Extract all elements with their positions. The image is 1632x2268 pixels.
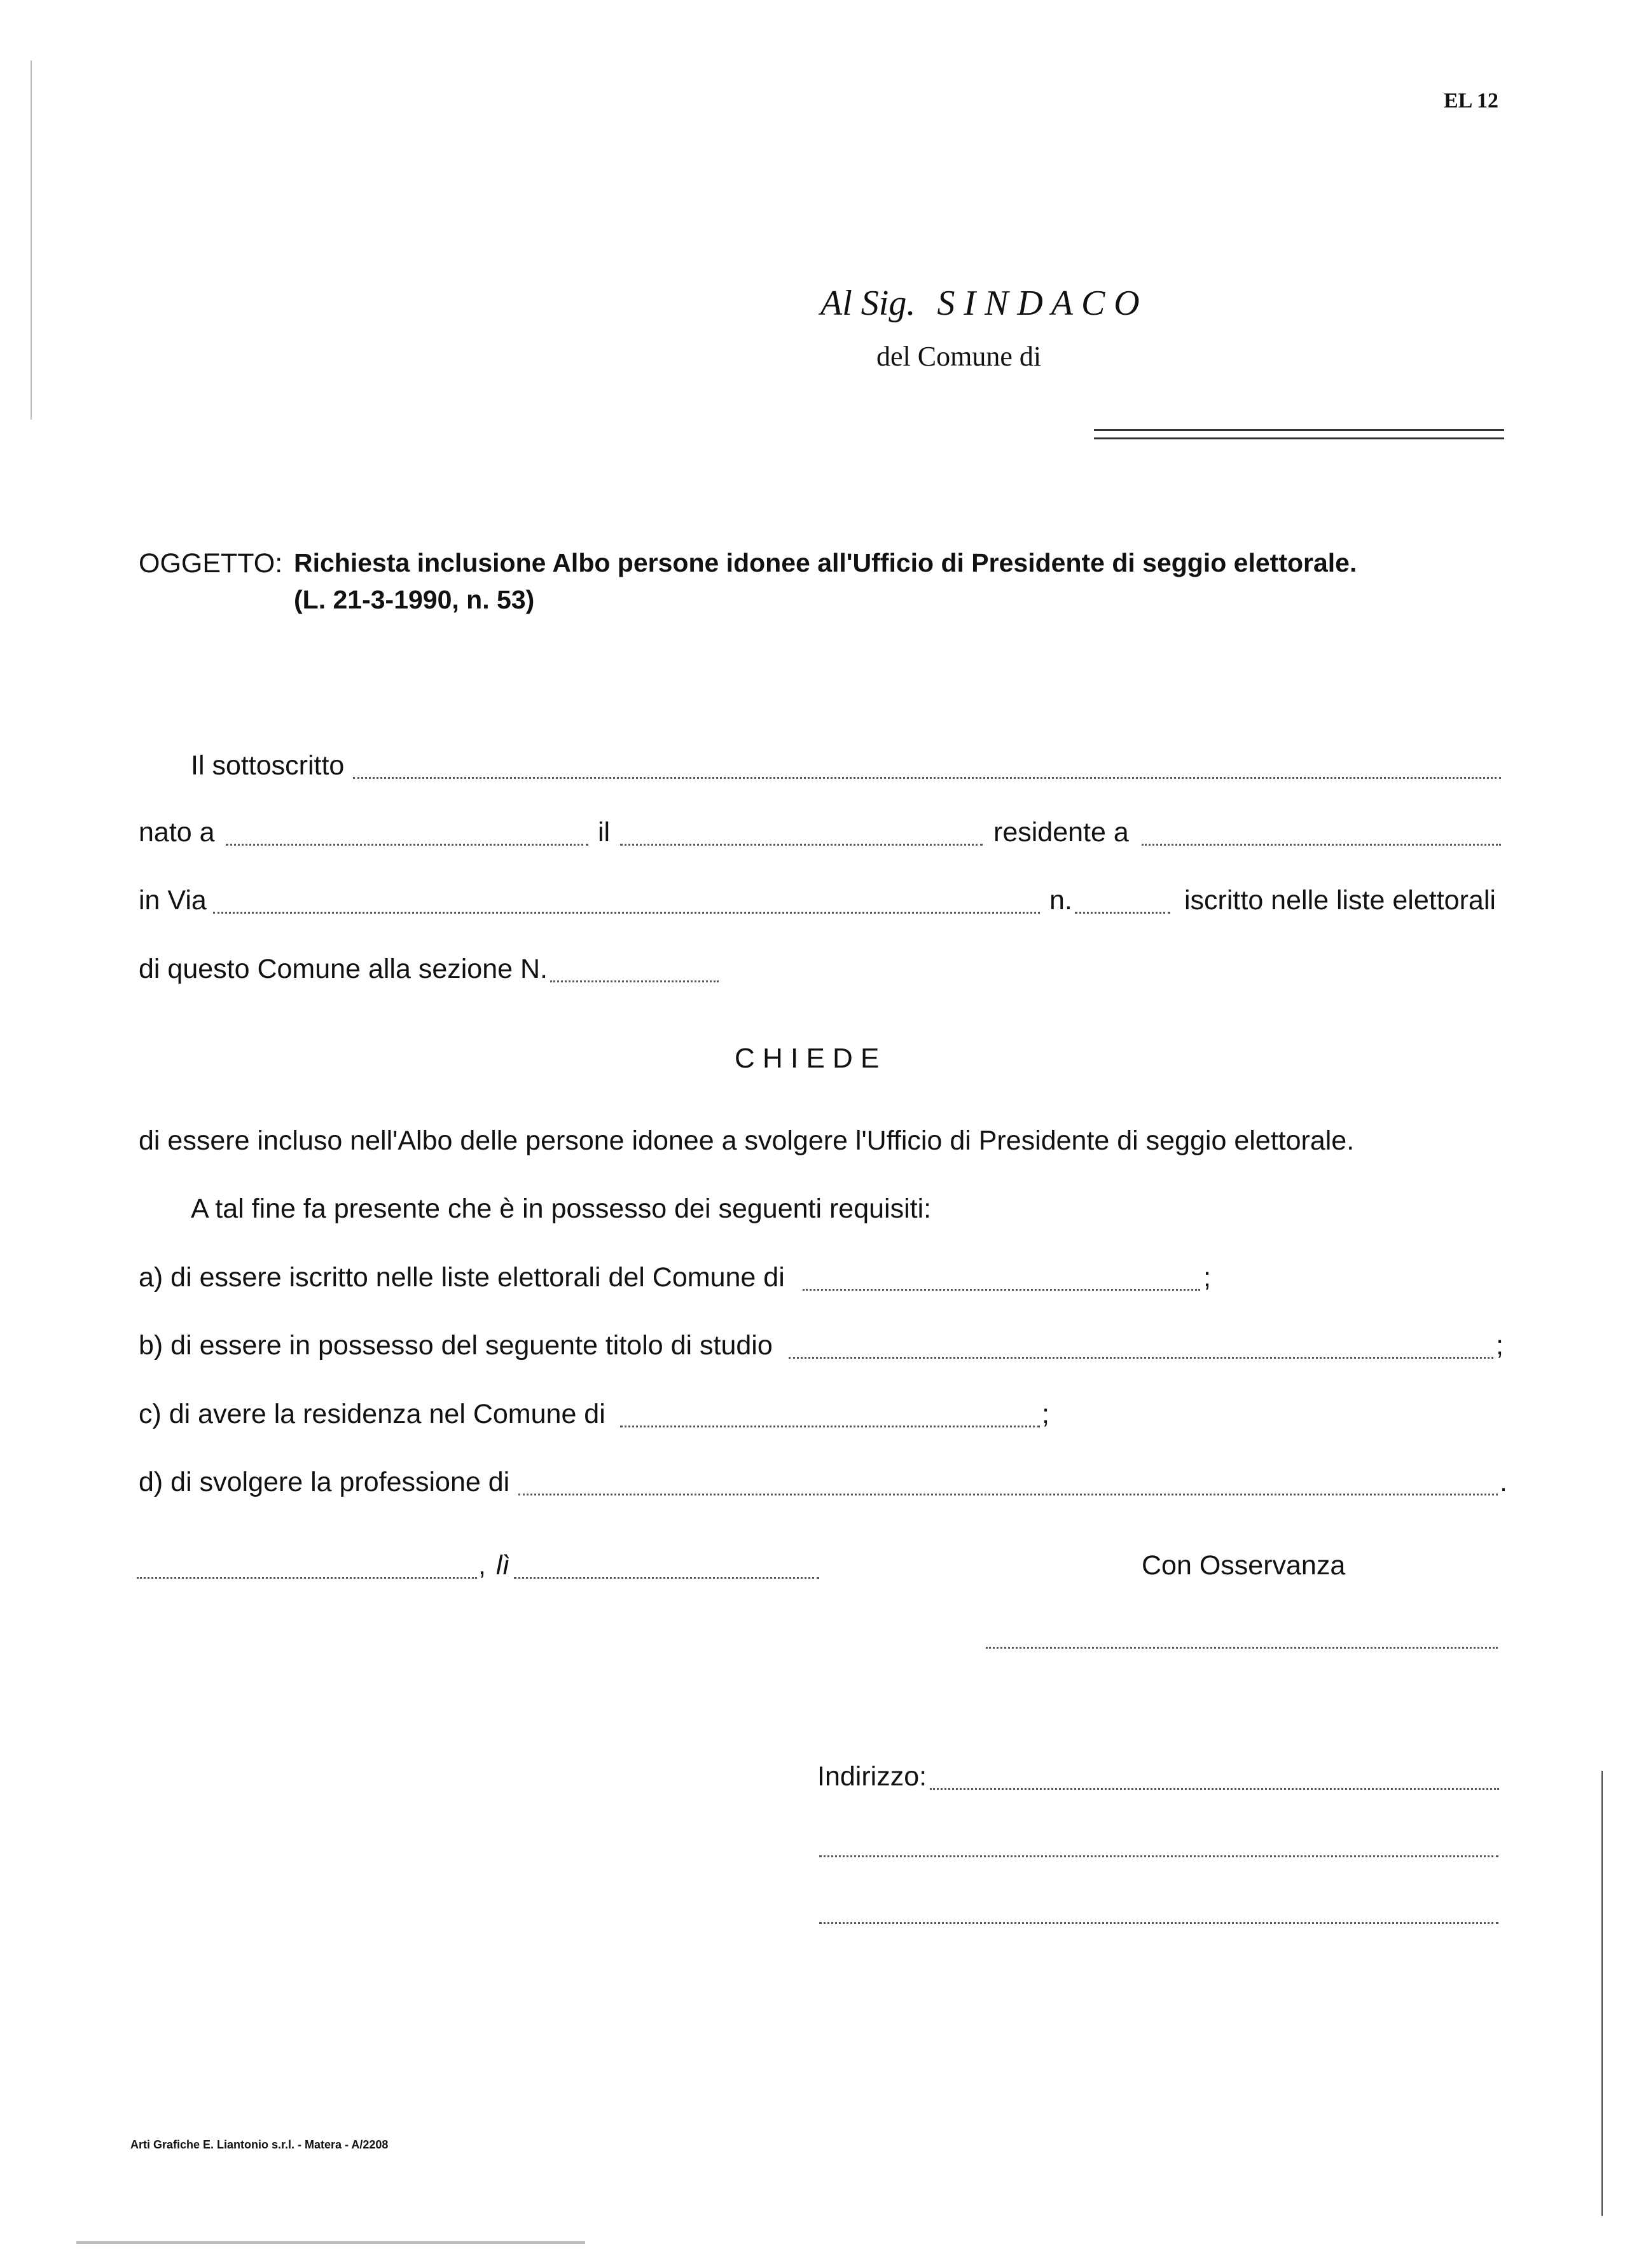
label-il: il bbox=[598, 817, 611, 848]
field-luogo[interactable] bbox=[137, 1577, 477, 1579]
subject-line2: (L. 21-3-1990, n. 53) bbox=[294, 585, 535, 614]
label-in-via: in Via bbox=[139, 885, 207, 916]
label-li: lì bbox=[496, 1550, 510, 1581]
requirement-c: c) di avere la residenza nel Comune di bbox=[139, 1399, 605, 1429]
label-nato-a: nato a bbox=[139, 817, 215, 848]
requirement-a: a) di essere iscritto nelle liste elettorali del Comune di bbox=[139, 1262, 785, 1293]
field-indirizzo-3[interactable] bbox=[819, 1922, 1498, 1924]
field-professione[interactable] bbox=[518, 1494, 1498, 1495]
request-text: di essere incluso nell'Albo delle persone idonee a svolgere l'Ufficio di Presidente di seggio elettorale. bbox=[139, 1125, 1355, 1156]
label-residente-a: residente a bbox=[993, 817, 1129, 848]
field-comune-liste[interactable] bbox=[803, 1289, 1200, 1291]
label-iscritto: iscritto nelle liste elettorali bbox=[1184, 885, 1496, 916]
scan-right-edge bbox=[1601, 1771, 1603, 2216]
semicolon-c: ; bbox=[1042, 1399, 1049, 1429]
semicolon-b: ; bbox=[1496, 1330, 1504, 1361]
comune-label: del Comune di bbox=[876, 341, 1042, 372]
chiede-heading: C H I E D E bbox=[735, 1043, 880, 1074]
scan-left-edge bbox=[31, 60, 32, 420]
field-titolo-studio[interactable] bbox=[789, 1357, 1493, 1359]
semicolon-a: ; bbox=[1203, 1262, 1211, 1293]
field-sottoscritto[interactable] bbox=[353, 777, 1501, 779]
field-numero-civico[interactable] bbox=[1075, 912, 1170, 914]
addressee-title bbox=[820, 283, 1140, 324]
field-firma[interactable] bbox=[986, 1647, 1498, 1649]
intro-text: A tal fine fa presente che è in possesso dei seguenti requisiti: bbox=[191, 1193, 932, 1224]
field-data[interactable] bbox=[514, 1577, 819, 1579]
sindaco: S I N D A C O bbox=[937, 284, 1140, 323]
con-osservanza: Con Osservanza bbox=[1142, 1550, 1346, 1581]
subject-line1: Richiesta inclusione Albo persone idonee all'Ufficio di Presidente di seggio elettorale. bbox=[294, 548, 1357, 577]
field-nato-a[interactable] bbox=[226, 844, 588, 846]
requirement-b: b) di essere in possesso del seguente titolo di studio bbox=[139, 1330, 773, 1361]
label-sottoscritto: Il sottoscritto bbox=[191, 750, 345, 781]
comma: , bbox=[478, 1550, 486, 1581]
printer-imprint: Arti Grafiche E. Liantonio s.r.l. - Matera - A/2208 bbox=[130, 2138, 389, 2151]
subject-label: OGGETTO: bbox=[139, 548, 283, 579]
comune-line-top bbox=[1094, 429, 1504, 431]
form-code: EL 12 bbox=[1444, 89, 1498, 113]
label-sezione: di questo Comune alla sezione N. bbox=[139, 954, 548, 984]
field-via[interactable] bbox=[213, 912, 1040, 914]
field-data-nascita[interactable] bbox=[620, 844, 983, 846]
comune-line-bottom bbox=[1094, 437, 1504, 439]
al-sig: Al Sig. bbox=[820, 284, 916, 323]
field-indirizzo-2[interactable] bbox=[819, 1855, 1498, 1857]
field-sezione[interactable] bbox=[550, 980, 719, 982]
field-residente-a[interactable] bbox=[1142, 844, 1501, 846]
field-comune-residenza[interactable] bbox=[620, 1426, 1040, 1427]
period-d: . bbox=[1500, 1467, 1507, 1497]
requirement-d: d) di svolgere la professione di bbox=[139, 1467, 510, 1497]
scan-bottom-edge bbox=[76, 2241, 585, 2244]
field-indirizzo-1[interactable] bbox=[930, 1788, 1499, 1790]
label-numero: n. bbox=[1049, 885, 1072, 916]
label-indirizzo: Indirizzo: bbox=[817, 1761, 927, 1792]
